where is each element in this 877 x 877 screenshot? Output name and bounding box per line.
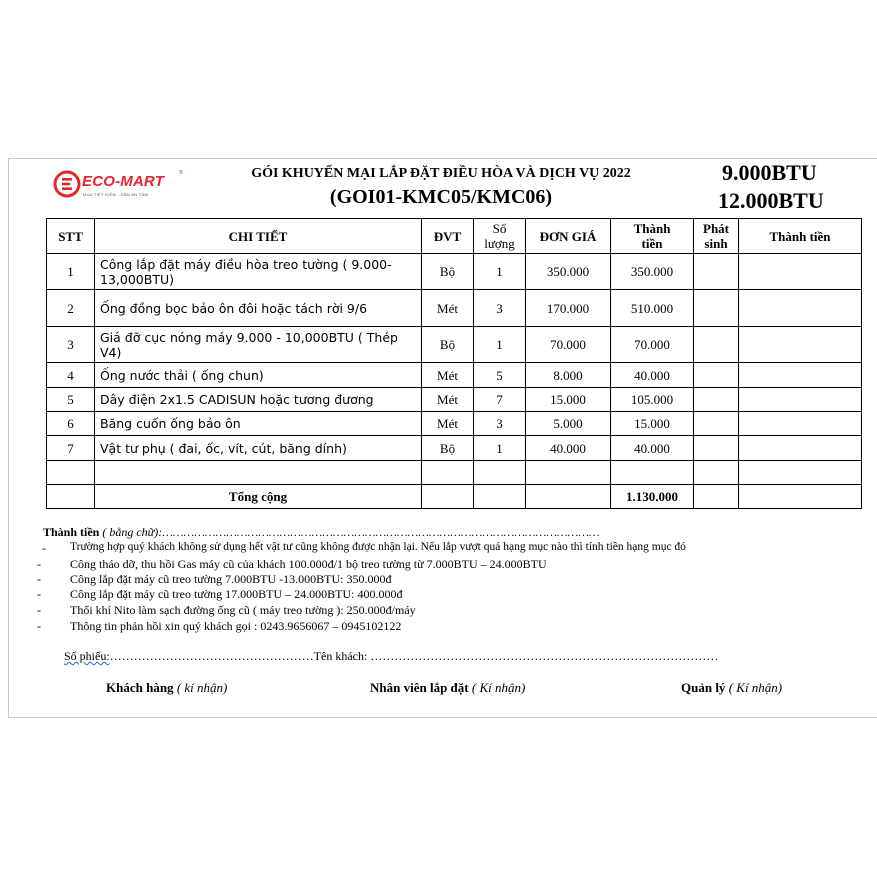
btu-label-12000: 12.000BTU [718, 188, 824, 213]
note-dash: - [37, 619, 41, 633]
row-price: 40.000 [526, 436, 611, 461]
total-label: Tổng cộng [95, 485, 422, 509]
row-price: 15.000 [526, 388, 611, 412]
header-qty [474, 219, 526, 254]
note-item: Thổi khí Nito làm sạch đường ống cũ ( máy treo tường ): 250.000đ/máy [70, 603, 416, 617]
header-qty-line1: Số [492, 221, 507, 236]
row-extra [694, 290, 739, 327]
header-price: ĐƠN GIÁ [526, 219, 611, 254]
row-amount: 510.000 [611, 290, 694, 327]
row-unit: Bộ [422, 254, 474, 290]
row-qty: 5 [474, 363, 526, 388]
table-row [47, 254, 862, 290]
row-unit: Bộ [422, 436, 474, 461]
row-total [739, 436, 862, 461]
row-stt: 6 [47, 412, 95, 436]
row-stt: 5 [47, 388, 95, 412]
row-total [739, 290, 862, 327]
row-unit: Bộ [422, 327, 474, 363]
row-total [739, 327, 862, 363]
signature-customer [106, 680, 227, 696]
slip-number-label: Số phiếu: [64, 649, 110, 663]
header-total-amount: Thành tiền [739, 219, 862, 254]
row-qty: 1 [474, 254, 526, 290]
row-detail: Ống đồng bọc bảo ôn đôi hoặc tách rời 9/6 [95, 290, 422, 327]
header-qty-line2: lượng [484, 236, 515, 251]
note-item: Công tháo dỡ, thu hồi Gas máy cũ của khách 100.000đ/1 bộ treo tường từ 7.000BTU – 24.000BTU [70, 557, 547, 571]
row-qty: 7 [474, 388, 526, 412]
note-item: Công lắp đặt máy cũ treo tường 7.000BTU -13.000BTU: 350.000đ [70, 572, 392, 586]
row-amount: 350.000 [611, 254, 694, 290]
header-stt: STT [47, 219, 95, 254]
note-dash: - [37, 557, 41, 571]
row-total [739, 363, 862, 388]
row-extra [694, 363, 739, 388]
note-item: Công lắp đặt máy cũ treo tường 17.000BTU – 24.000BTU: 400.000đ [70, 587, 403, 601]
table-row [47, 363, 862, 388]
note-dash: - [42, 541, 46, 555]
slip-number-dots: …………………………………………… [109, 649, 314, 663]
row-detail: Băng cuốn ống bảo ôn [95, 412, 422, 436]
table-row [47, 436, 862, 461]
row-extra [694, 412, 739, 436]
signature-manager-hint: ( Kí nhận) [725, 680, 783, 695]
row-extra [694, 436, 739, 461]
package-code: (GOI01-KMC05/KMC06) [329, 186, 553, 208]
row-price: 70.000 [526, 327, 611, 363]
row-total [739, 254, 862, 290]
signature-customer-label: Khách hàng [106, 680, 174, 695]
row-amount: 40.000 [611, 363, 694, 388]
note-dash: - [37, 572, 41, 586]
brand-name: ECO-MART [82, 173, 165, 190]
row-price: 5.000 [526, 412, 611, 436]
row-detail: Giá đỡ cục nóng máy 9.000 - 10,000BTU ( Thép V4) [95, 327, 422, 363]
row-total [739, 412, 862, 436]
header-amount-line2: tiền [641, 236, 663, 251]
amount-in-words-hint: ( bằng chữ):…………………………………………………………………………………………………………… [99, 525, 600, 539]
row-qty: 3 [474, 290, 526, 327]
header-amount-line1: Thành [633, 221, 671, 236]
row-detail: Vật tư phụ ( đai, ốc, vít, cút, băng dính) [95, 436, 422, 461]
slip-customer-line [64, 649, 718, 664]
table-row [47, 388, 862, 412]
row-amount: 70.000 [611, 327, 694, 363]
row-unit: Mét [422, 412, 474, 436]
brand-tagline: MUA TIẾT KIỆM - SẮM AN TÂM [83, 192, 149, 197]
row-stt: 1 [47, 254, 95, 290]
amount-in-words-line [43, 525, 600, 540]
row-unit: Mét [422, 363, 474, 388]
note-dash: - [37, 603, 41, 617]
note-dash: - [37, 587, 41, 601]
row-detail: Công lắp đặt máy điều hòa treo tường ( 9.000-13,000BTU) [95, 254, 422, 290]
row-amount: 105.000 [611, 388, 694, 412]
note-item: Thông tin phản hồi xin quý khách gọi : 0243.9656067 – 0945102122 [70, 619, 402, 633]
brand-registered-mark: ® [179, 170, 183, 176]
signature-installer-label: Nhân viên lắp đặt [370, 680, 469, 695]
table-row-empty [47, 461, 862, 485]
eco-mart-logo-icon [53, 170, 81, 198]
row-extra [694, 327, 739, 363]
row-amount: 40.000 [611, 436, 694, 461]
row-price: 8.000 [526, 363, 611, 388]
header-unit: ĐVT [422, 219, 474, 254]
document-title: GÓI KHUYẾN MẠI LẮP ĐẶT ĐIỀU HÒA VÀ DỊCH VỤ 2022 [251, 166, 631, 181]
row-detail: Dây điện 2x1.5 CADISUN hoặc tương đương [95, 388, 422, 412]
row-unit: Mét [422, 290, 474, 327]
row-amount: 15.000 [611, 412, 694, 436]
quotation-table [46, 218, 862, 509]
row-extra [694, 254, 739, 290]
row-stt: 3 [47, 327, 95, 363]
row-stt: 7 [47, 436, 95, 461]
eco-mart-logo [53, 170, 193, 206]
signature-installer-hint: ( Kí nhận) [468, 680, 526, 695]
table-total-row [47, 485, 862, 509]
header-extra-line2: sinh [704, 236, 728, 251]
signature-installer [370, 680, 525, 696]
row-stt: 2 [47, 290, 95, 327]
row-price: 350.000 [526, 254, 611, 290]
signature-customer-hint: ( kí nhận) [173, 680, 228, 695]
header-detail: CHI TIẾT [95, 219, 422, 254]
signature-manager-label: Quản lý [681, 680, 726, 695]
row-detail: Ống nước thải ( ống chun) [95, 363, 422, 388]
total-value: 1.130.000 [611, 485, 694, 509]
row-total [739, 388, 862, 412]
table-row [47, 327, 862, 363]
row-stt: 4 [47, 363, 95, 388]
table-row [47, 412, 862, 436]
header-extra [694, 219, 739, 254]
row-extra [694, 388, 739, 412]
customer-name-label: Tên khách: [313, 649, 371, 663]
table-row [47, 290, 862, 327]
row-qty: 1 [474, 327, 526, 363]
row-qty: 3 [474, 412, 526, 436]
signature-manager [681, 680, 782, 696]
note-item: Trường hợp quý khách không sử dụng hết vật tư cũng không được nhận lại. Nếu lắp vượt quá hạng mục nào thì tính tiền hạng mục đó [70, 541, 686, 553]
row-qty: 1 [474, 436, 526, 461]
row-price: 170.000 [526, 290, 611, 327]
header-extra-line1: Phát [703, 221, 729, 236]
amount-in-words-label: Thành tiền [43, 525, 100, 539]
table-header-row [47, 219, 862, 254]
btu-label-9000: 9.000BTU [722, 160, 817, 185]
header-amount [611, 219, 694, 254]
customer-name-dots: …………………………………………………………………………… [370, 649, 719, 663]
row-unit: Mét [422, 388, 474, 412]
